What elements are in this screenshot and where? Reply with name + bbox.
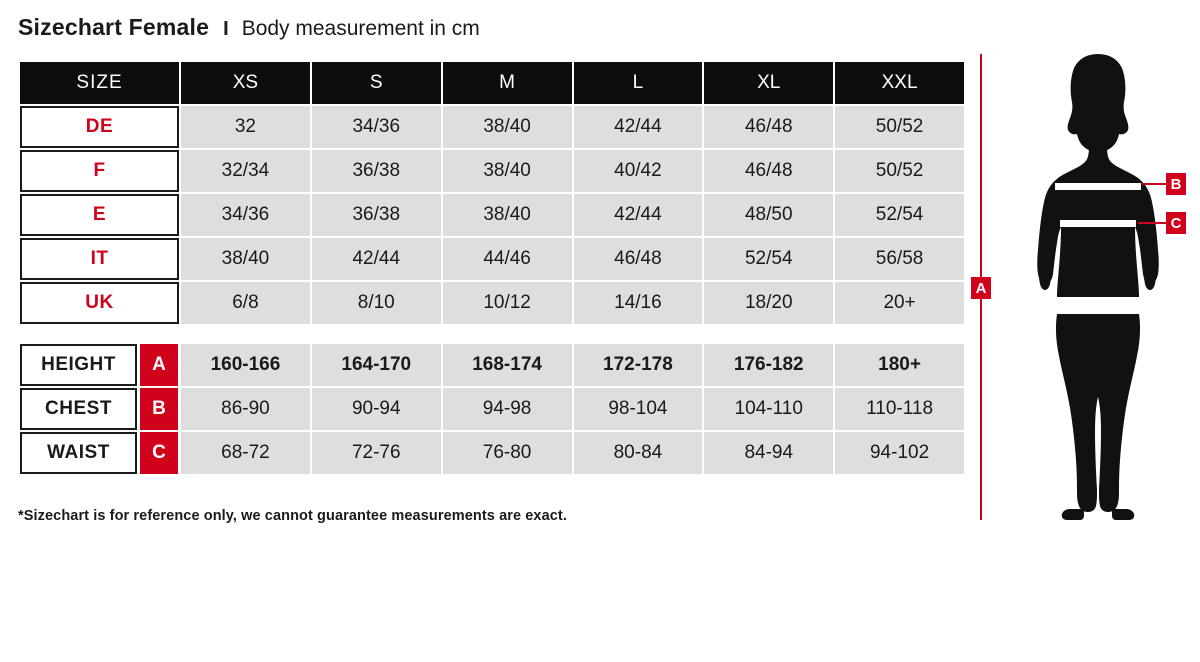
cell-de-xxl: 50/52 xyxy=(835,106,964,148)
cell-f-s: 36/38 xyxy=(312,150,441,192)
header-size-xs: XS xyxy=(181,62,310,104)
sizechart-table xyxy=(18,60,966,476)
title-separator: I xyxy=(223,18,229,40)
table-row xyxy=(20,432,964,474)
table-row xyxy=(20,344,964,386)
waist-badge-c: C xyxy=(140,432,178,474)
cell-e-xs: 34/36 xyxy=(181,194,310,236)
figure-badge-c: C xyxy=(1166,212,1186,234)
table-row xyxy=(20,282,964,324)
cell-de-xl: 46/48 xyxy=(704,106,833,148)
page-title-subtitle: Body measurement in cm xyxy=(241,17,480,40)
header-size-s: S xyxy=(312,62,441,104)
table-row xyxy=(20,194,964,236)
cell-it-m: 44/46 xyxy=(443,238,572,280)
cell-height-xxl: 180+ xyxy=(835,344,964,386)
chest-label-text: CHEST xyxy=(20,388,137,430)
chest-band xyxy=(1055,183,1141,190)
row-label-waist xyxy=(20,432,179,474)
row-label-f: F xyxy=(20,150,179,192)
table-row xyxy=(20,150,964,192)
header-size-xxl: XXL xyxy=(835,62,964,104)
waist-band xyxy=(1060,220,1136,227)
row-label-de: DE xyxy=(20,106,179,148)
cell-height-s: 164-170 xyxy=(312,344,441,386)
table-row xyxy=(20,238,964,280)
female-silhouette-icon xyxy=(1010,52,1186,522)
chest-badge-b: B xyxy=(140,388,178,430)
header-size-xl: XL xyxy=(704,62,833,104)
header-size-label: SIZE xyxy=(20,62,179,104)
cell-de-m: 38/40 xyxy=(443,106,572,148)
cell-waist-s: 72-76 xyxy=(312,432,441,474)
row-label-it: IT xyxy=(20,238,179,280)
cell-chest-xxl: 110-118 xyxy=(835,388,964,430)
cell-it-l: 46/48 xyxy=(574,238,703,280)
cell-height-l: 172-178 xyxy=(574,344,703,386)
height-badge-a: A xyxy=(140,344,178,386)
cell-chest-s: 90-94 xyxy=(312,388,441,430)
cell-f-xxl: 50/52 xyxy=(835,150,964,192)
cell-chest-l: 98-104 xyxy=(574,388,703,430)
cell-f-m: 38/40 xyxy=(443,150,572,192)
table-spacer-cell xyxy=(20,326,964,342)
cell-height-m: 168-174 xyxy=(443,344,572,386)
cell-de-s: 34/36 xyxy=(312,106,441,148)
row-label-uk: UK xyxy=(20,282,179,324)
waist-label-text: WAIST xyxy=(20,432,137,474)
header-size-m: M xyxy=(443,62,572,104)
cell-uk-s: 8/10 xyxy=(312,282,441,324)
cell-e-xxl: 52/54 xyxy=(835,194,964,236)
cell-chest-xl: 104-110 xyxy=(704,388,833,430)
cell-chest-xs: 86-90 xyxy=(181,388,310,430)
cell-it-xs: 38/40 xyxy=(181,238,310,280)
cell-waist-xl: 84-94 xyxy=(704,432,833,474)
cell-uk-xxl: 20+ xyxy=(835,282,964,324)
chest-label-group xyxy=(20,388,178,430)
cell-f-l: 40/42 xyxy=(574,150,703,192)
cell-height-xs: 160-166 xyxy=(181,344,310,386)
cell-waist-l: 80-84 xyxy=(574,432,703,474)
cell-waist-m: 76-80 xyxy=(443,432,572,474)
row-label-chest xyxy=(20,388,179,430)
page-title-main: Sizechart Female xyxy=(18,14,210,40)
table-row xyxy=(20,388,964,430)
table-row xyxy=(20,106,964,148)
table-header-row xyxy=(20,62,964,104)
cell-de-l: 42/44 xyxy=(574,106,703,148)
cell-chest-m: 94-98 xyxy=(443,388,572,430)
cell-uk-m: 10/12 xyxy=(443,282,572,324)
cell-uk-l: 14/16 xyxy=(574,282,703,324)
page-title xyxy=(18,14,480,41)
cell-height-xl: 176-182 xyxy=(704,344,833,386)
cell-f-xs: 32/34 xyxy=(181,150,310,192)
cell-e-s: 36/38 xyxy=(312,194,441,236)
waist-label-group xyxy=(20,432,178,474)
figure-badge-b: B xyxy=(1166,173,1186,195)
table-spacer xyxy=(20,326,964,342)
header-size-l: L xyxy=(574,62,703,104)
cell-waist-xxl: 94-102 xyxy=(835,432,964,474)
row-label-height xyxy=(20,344,179,386)
cell-it-xl: 52/54 xyxy=(704,238,833,280)
cell-uk-xl: 18/20 xyxy=(704,282,833,324)
figure-badge-a: A xyxy=(971,277,991,299)
cell-e-xl: 48/50 xyxy=(704,194,833,236)
cell-it-xxl: 56/58 xyxy=(835,238,964,280)
height-label-group xyxy=(20,344,178,386)
cell-f-xl: 46/48 xyxy=(704,150,833,192)
cell-waist-xs: 68-72 xyxy=(181,432,310,474)
cell-de-xs: 32 xyxy=(181,106,310,148)
row-label-e: E xyxy=(20,194,179,236)
cell-it-s: 42/44 xyxy=(312,238,441,280)
cell-e-l: 42/44 xyxy=(574,194,703,236)
height-label-text: HEIGHT xyxy=(20,344,137,386)
female-body-figure xyxy=(966,52,1186,532)
cell-e-m: 38/40 xyxy=(443,194,572,236)
cell-uk-xs: 6/8 xyxy=(181,282,310,324)
sizechart-table-wrapper xyxy=(18,60,966,476)
footnote-text: *Sizechart is for reference only, we cannot guarantee measurements are exact. xyxy=(18,508,567,524)
